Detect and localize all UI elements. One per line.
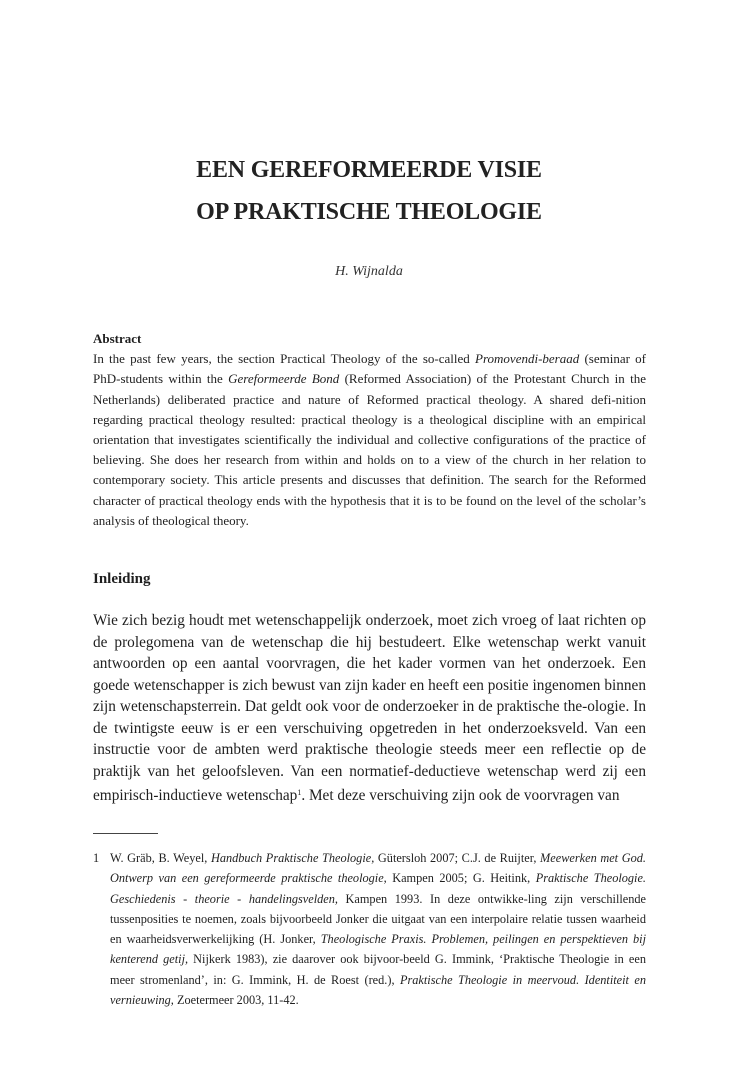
- footnote-italic-title: Praktische Theologie. Geschiedenis - theorie - handelingsvelden,: [110, 871, 646, 906]
- abstract-heading: Abstract: [93, 331, 142, 346]
- body-paragraph: [93, 610, 646, 807]
- footnote-reference[interactable]: 1: [297, 788, 302, 797]
- footnote-text-part: Zoetermeer 2003, 11-42.: [173, 993, 299, 1008]
- footnote-divider: [93, 833, 158, 834]
- abstract-text-part: (seminar of PhD-students within the: [93, 351, 647, 387]
- abstract-text: [93, 349, 646, 531]
- body-text-part: . Met deze verschuiving zijn ook de voorvragen van: [301, 787, 620, 804]
- footnote-text: [110, 848, 646, 1010]
- footnote-number: 1: [93, 851, 100, 865]
- footnote: [93, 848, 646, 1010]
- article-title-line-2: OP PRAKTISCHE THEOLOGIE: [196, 199, 542, 225]
- body-text-part: Wie zich bezig houdt met wetenschappelijk onderzoek, moet zich vroeg of laat richten op de prolegomena van de wetenschap die hij bestudeert. Elke wetenschap werkt vanuit antwoorden op een aantal voorvragen, die het kader vormen van het onderzoek. Een goede wetenschapper is zich bewust van zijn kader en heeft een positie ingenomen binnen zijn wetenschapsterrein. Dat geldt ook voor de onderzoeker in de praktische the-ologie. In de twintigste eeuw is er een verschuiving opgetreden in het onderzoeksveld. Van een instructie voor de ambten werd praktische theologie steeds meer een reflectie op de praktijk van het geloofsleven. Van een normatief-deductieve wetenschap werd zij een empirisch-inductieve wetenschap: [93, 612, 646, 804]
- footnote-text-part: Nijkerk 1983), zie daarover ook bijvoor-beeld G. Immink, ‘Praktische Theologie in een meer stromenland’, in: G. Immink, H. de Roest (red.),: [110, 952, 646, 987]
- abstract-italic-term: Gereformeerde Bond: [228, 371, 340, 387]
- abstract-italic-term: Promovendi-beraad: [475, 351, 580, 367]
- abstract-block: [93, 329, 646, 531]
- footnote-text-part: Gütersloh 2007; C.J. de Ruijter,: [374, 851, 541, 865]
- footnote-italic-title: Handbuch Praktische Theologie,: [210, 851, 375, 865]
- article-title-line-1: EEN GEREFORMEERDE VISIE: [196, 157, 542, 183]
- footnote-text-part: Kampen 1993. In deze ontwikke-ling zijn verschillende tussenposities te noemen, zoals bijvoorbeeld Jonker die uitgaat van een interpolaire relatie tussen waarheid en waarheidsverwerkelijking (H. Jonker,: [110, 891, 646, 947]
- abstract-text-part: In the past few years, the section Practical Theology of the so-called: [93, 351, 476, 367]
- footnote-text-part: W. Gräb, B. Weyel,: [110, 851, 211, 865]
- footnote-italic-title: Praktische Theologie in meervoud. Identiteit en vernieuwing,: [110, 972, 647, 1008]
- footnote-italic-title: Meewerken met God. Ontwerp van een gereformeerde praktische theologie,: [110, 851, 646, 886]
- section-heading: Inleiding: [93, 571, 151, 587]
- footnote-text-part: Kampen 2005; G. Heitink,: [386, 871, 536, 886]
- abstract-text-part: (Reformed Association) of the Protestant Church in the Netherlands) deliberated practice and nature of Reformed practical theology. A shared defi-nition regarding practical theology resulted: practical theology is a theological discipline with an empirical orientation that investigates scientifically the individual and collective configurations of the practice of believing. She does her research from within and holds on to a view of the church in her relation to contemporary society. This article presents and discusses that definition. The search for the Reformed character of practical theology ends with the hypothesis that it is to be found on the level of the scholar’s analysis of theological theory.: [93, 371, 646, 528]
- footnote-italic-title: Theologische Praxis. Problemen, peilingen en perspektieven bij kenterend getij,: [110, 932, 646, 967]
- author-name: H. Wijnalda: [335, 264, 403, 279]
